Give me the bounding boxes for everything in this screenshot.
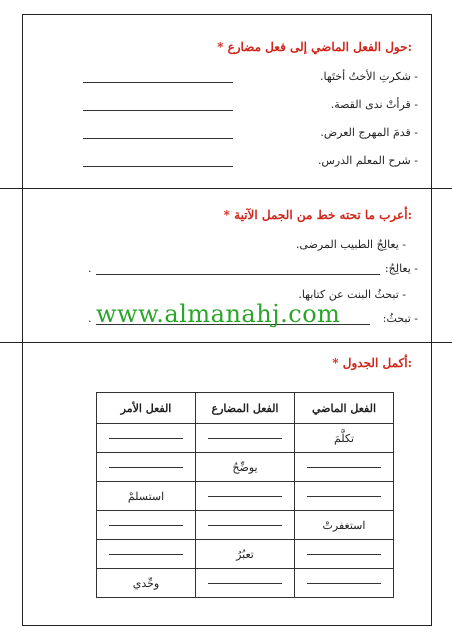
cell-answer-blank[interactable]	[208, 583, 282, 584]
table-row	[97, 540, 394, 569]
section-divider-1	[0, 188, 452, 189]
section1-item-3: - قدمَ المهرج العرض.	[320, 126, 418, 139]
table-header-row	[97, 393, 394, 424]
table-cell[interactable]	[295, 482, 394, 511]
cell-answer-blank[interactable]	[109, 438, 183, 439]
cell-verb: استسلمْ	[127, 489, 165, 503]
parse-end-1: .	[88, 262, 92, 275]
parse-label-2: - تبحثُ:	[382, 312, 418, 325]
cell-verb: تعبُرُ	[236, 547, 254, 561]
table-cell[interactable]	[196, 482, 295, 511]
section2-star: *	[223, 208, 230, 222]
section1-heading	[213, 40, 412, 54]
table-row	[97, 453, 394, 482]
table-cell	[97, 569, 196, 598]
section3-star: *	[332, 356, 339, 370]
section1-title: حول الفعل الماضي إلى فعل مضارع:	[227, 40, 412, 54]
table-cell[interactable]	[97, 540, 196, 569]
table-cell[interactable]	[295, 569, 394, 598]
answer-blank-1[interactable]	[83, 82, 233, 83]
cell-answer-blank[interactable]	[307, 583, 381, 584]
table-row	[97, 569, 394, 598]
table-cell	[196, 540, 295, 569]
header-present: الفعل المضارع	[196, 393, 295, 424]
cell-answer-blank[interactable]	[208, 525, 282, 526]
section1-item-1: - شكرتِ الأختُ أختَها.	[320, 70, 418, 83]
table-cell	[196, 453, 295, 482]
table-row	[97, 511, 394, 540]
section1-item-4: - شرح المعلم الدرس.	[317, 154, 418, 167]
parse-sentence-1: - يعالِجُ الطبيب المرضى.	[295, 238, 406, 251]
section1-item-2: - قرأتْ ندى القصة.	[330, 98, 418, 111]
answer-blank-3[interactable]	[83, 138, 233, 139]
table-cell[interactable]	[97, 424, 196, 453]
table-cell[interactable]	[295, 453, 394, 482]
table-cell[interactable]	[295, 540, 394, 569]
section1-star: *	[217, 40, 224, 54]
section-divider-2	[0, 342, 452, 343]
cell-answer-blank[interactable]	[208, 496, 282, 497]
watermark-text: www.almanahj.com	[96, 300, 341, 328]
answer-blank-2[interactable]	[83, 110, 233, 111]
parse-answer-blank-1[interactable]	[96, 274, 380, 275]
cell-answer-blank[interactable]	[109, 525, 183, 526]
table-cell[interactable]	[196, 511, 295, 540]
cell-answer-blank[interactable]	[307, 467, 381, 468]
table-cell	[295, 424, 394, 453]
table-row	[97, 424, 394, 453]
cell-answer-blank[interactable]	[109, 554, 183, 555]
table-cell[interactable]	[97, 453, 196, 482]
cell-verb: تكلَّمَ	[333, 431, 355, 445]
section3-heading	[328, 356, 412, 370]
table-cell[interactable]	[196, 569, 295, 598]
cell-answer-blank[interactable]	[307, 496, 381, 497]
section2-heading	[220, 208, 412, 222]
table-cell	[295, 511, 394, 540]
cell-verb: استغفرتْ	[322, 518, 366, 532]
cell-answer-blank[interactable]	[208, 438, 282, 439]
parse-sentence-2: - تبحثُ البنت عن كتابها.	[298, 288, 406, 301]
header-past: الفعل الماضي	[295, 393, 394, 424]
table-cell[interactable]	[196, 424, 295, 453]
table-cell[interactable]	[97, 511, 196, 540]
cell-answer-blank[interactable]	[307, 554, 381, 555]
answer-blank-4[interactable]	[83, 166, 233, 167]
table-body	[97, 424, 394, 598]
verb-table	[96, 392, 394, 598]
cell-answer-blank[interactable]	[109, 467, 183, 468]
cell-verb: وحِّدي	[132, 576, 160, 590]
table-cell	[97, 482, 196, 511]
table-row	[97, 482, 394, 511]
parse-end-2: .	[88, 312, 92, 325]
parse-label-1: - يعالِجُ:	[384, 262, 418, 275]
header-imperative: الفعل الأمر	[97, 393, 196, 424]
cell-verb: يوضِّحُ	[232, 460, 258, 474]
section3-title: أكمل الجدول:	[342, 356, 412, 370]
section2-title: أعرب ما تحته خط من الجمل الآتية:	[234, 208, 412, 222]
